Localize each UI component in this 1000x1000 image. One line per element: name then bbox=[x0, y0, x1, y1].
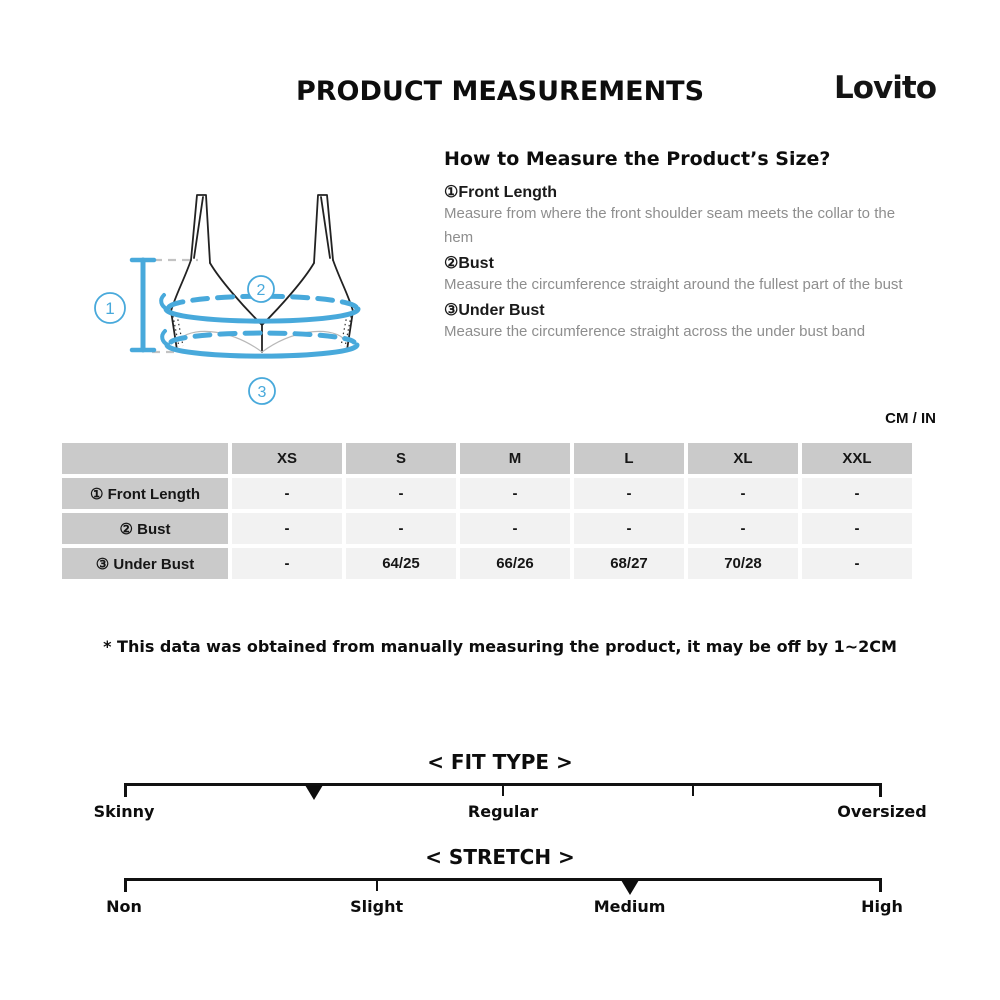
stretch-tick-right bbox=[879, 878, 882, 892]
howto-item-3-label: ③Under Bust bbox=[444, 302, 545, 319]
fit-tick-left bbox=[124, 783, 127, 797]
page-title: PRODUCT MEASUREMENTS bbox=[295, 76, 705, 107]
stretch-label-medium: Medium bbox=[593, 897, 666, 916]
stretch-label-non: Non bbox=[106, 897, 142, 916]
cell-under-bust-m: 66/26 bbox=[460, 548, 570, 579]
stretch-label-high: High bbox=[861, 897, 903, 916]
howto-item-1-label: ①Front Length bbox=[444, 184, 557, 201]
cell-front-length-l: - bbox=[574, 478, 684, 509]
cell-bust-xxl: - bbox=[802, 513, 912, 544]
fit-tick-75 bbox=[692, 783, 694, 796]
col-header-xs: XS bbox=[232, 443, 342, 474]
stretch-tick-33 bbox=[376, 878, 378, 891]
size-table bbox=[58, 439, 916, 583]
unit-label: CM / IN bbox=[885, 410, 936, 427]
table-row-under-bust bbox=[62, 548, 912, 579]
cell-under-bust-l: 68/27 bbox=[574, 548, 684, 579]
fit-type-marker-icon bbox=[305, 785, 323, 800]
measurement-diagram bbox=[80, 168, 430, 418]
cell-bust-l: - bbox=[574, 513, 684, 544]
col-header-m: M bbox=[460, 443, 570, 474]
size-table-header-row bbox=[62, 443, 912, 474]
row-label-bust: ② Bust bbox=[62, 513, 228, 544]
howto-heading: How to Measure the Product’s Size? bbox=[444, 148, 831, 170]
fit-label-oversized: Oversized bbox=[837, 802, 927, 821]
diagram-label-3: 3 bbox=[257, 384, 267, 401]
stretch-title: < STRETCH > bbox=[425, 845, 575, 869]
table-corner-cell bbox=[62, 443, 228, 474]
howto-item-2-desc: Measure the circumference straight around the fullest part of the bust bbox=[444, 276, 903, 293]
howto-section bbox=[444, 148, 940, 346]
bra-line-art bbox=[80, 168, 430, 418]
fit-label-skinny: Skinny bbox=[93, 802, 155, 821]
stretch-tick-left bbox=[124, 878, 127, 892]
cell-bust-xs: - bbox=[232, 513, 342, 544]
cell-front-length-m: - bbox=[460, 478, 570, 509]
fit-tick-50 bbox=[502, 783, 504, 796]
table-row-front-length bbox=[62, 478, 912, 509]
brand-logo: Lovito bbox=[833, 70, 936, 106]
fit-type-labels bbox=[93, 802, 927, 824]
col-header-xl: XL bbox=[688, 443, 798, 474]
diagram-label-1: 1 bbox=[105, 299, 115, 318]
cell-front-length-xxl: - bbox=[802, 478, 912, 509]
table-row-bust bbox=[62, 513, 912, 544]
fit-tick-right bbox=[879, 783, 882, 797]
col-header-s: S bbox=[346, 443, 456, 474]
cell-bust-s: - bbox=[346, 513, 456, 544]
cell-bust-m: - bbox=[460, 513, 570, 544]
row-label-front-length: ① Front Length bbox=[62, 478, 228, 509]
cell-bust-xl: - bbox=[688, 513, 798, 544]
row-label-under-bust: ③ Under Bust bbox=[62, 548, 228, 579]
stretch-scale-line bbox=[124, 878, 882, 881]
bust-solid-arc bbox=[166, 309, 358, 321]
underbust-arc-curl bbox=[162, 331, 168, 345]
howto-item-2-label: ②Bust bbox=[444, 255, 494, 272]
col-header-xxl: XXL bbox=[802, 443, 912, 474]
cell-under-bust-xl: 70/28 bbox=[688, 548, 798, 579]
howto-item-3-desc: Measure the circumference straight across the under bust band bbox=[444, 323, 866, 340]
cell-front-length-xl: - bbox=[688, 478, 798, 509]
measurement-disclaimer: * This data was obtained from manually measuring the product, it may be off by 1~2CM bbox=[103, 637, 897, 656]
stretch-marker-icon bbox=[621, 880, 639, 895]
stretch-label-slight: Slight bbox=[350, 897, 404, 916]
cell-front-length-xs: - bbox=[232, 478, 342, 509]
cell-under-bust-xs: - bbox=[232, 548, 342, 579]
cell-under-bust-s: 64/25 bbox=[346, 548, 456, 579]
col-header-l: L bbox=[574, 443, 684, 474]
stretch-labels bbox=[106, 897, 903, 919]
fit-type-scale-line bbox=[124, 783, 882, 786]
bust-arc-curl bbox=[161, 295, 167, 309]
fit-type-title: < FIT TYPE > bbox=[427, 750, 573, 774]
howto-item-1-desc: Measure from where the front shoulder seam meets the collar to the hem bbox=[444, 205, 896, 246]
diagram-label-2: 2 bbox=[256, 282, 266, 299]
cell-under-bust-xxl: - bbox=[802, 548, 912, 579]
fit-label-regular: Regular bbox=[467, 802, 539, 821]
cell-front-length-s: - bbox=[346, 478, 456, 509]
